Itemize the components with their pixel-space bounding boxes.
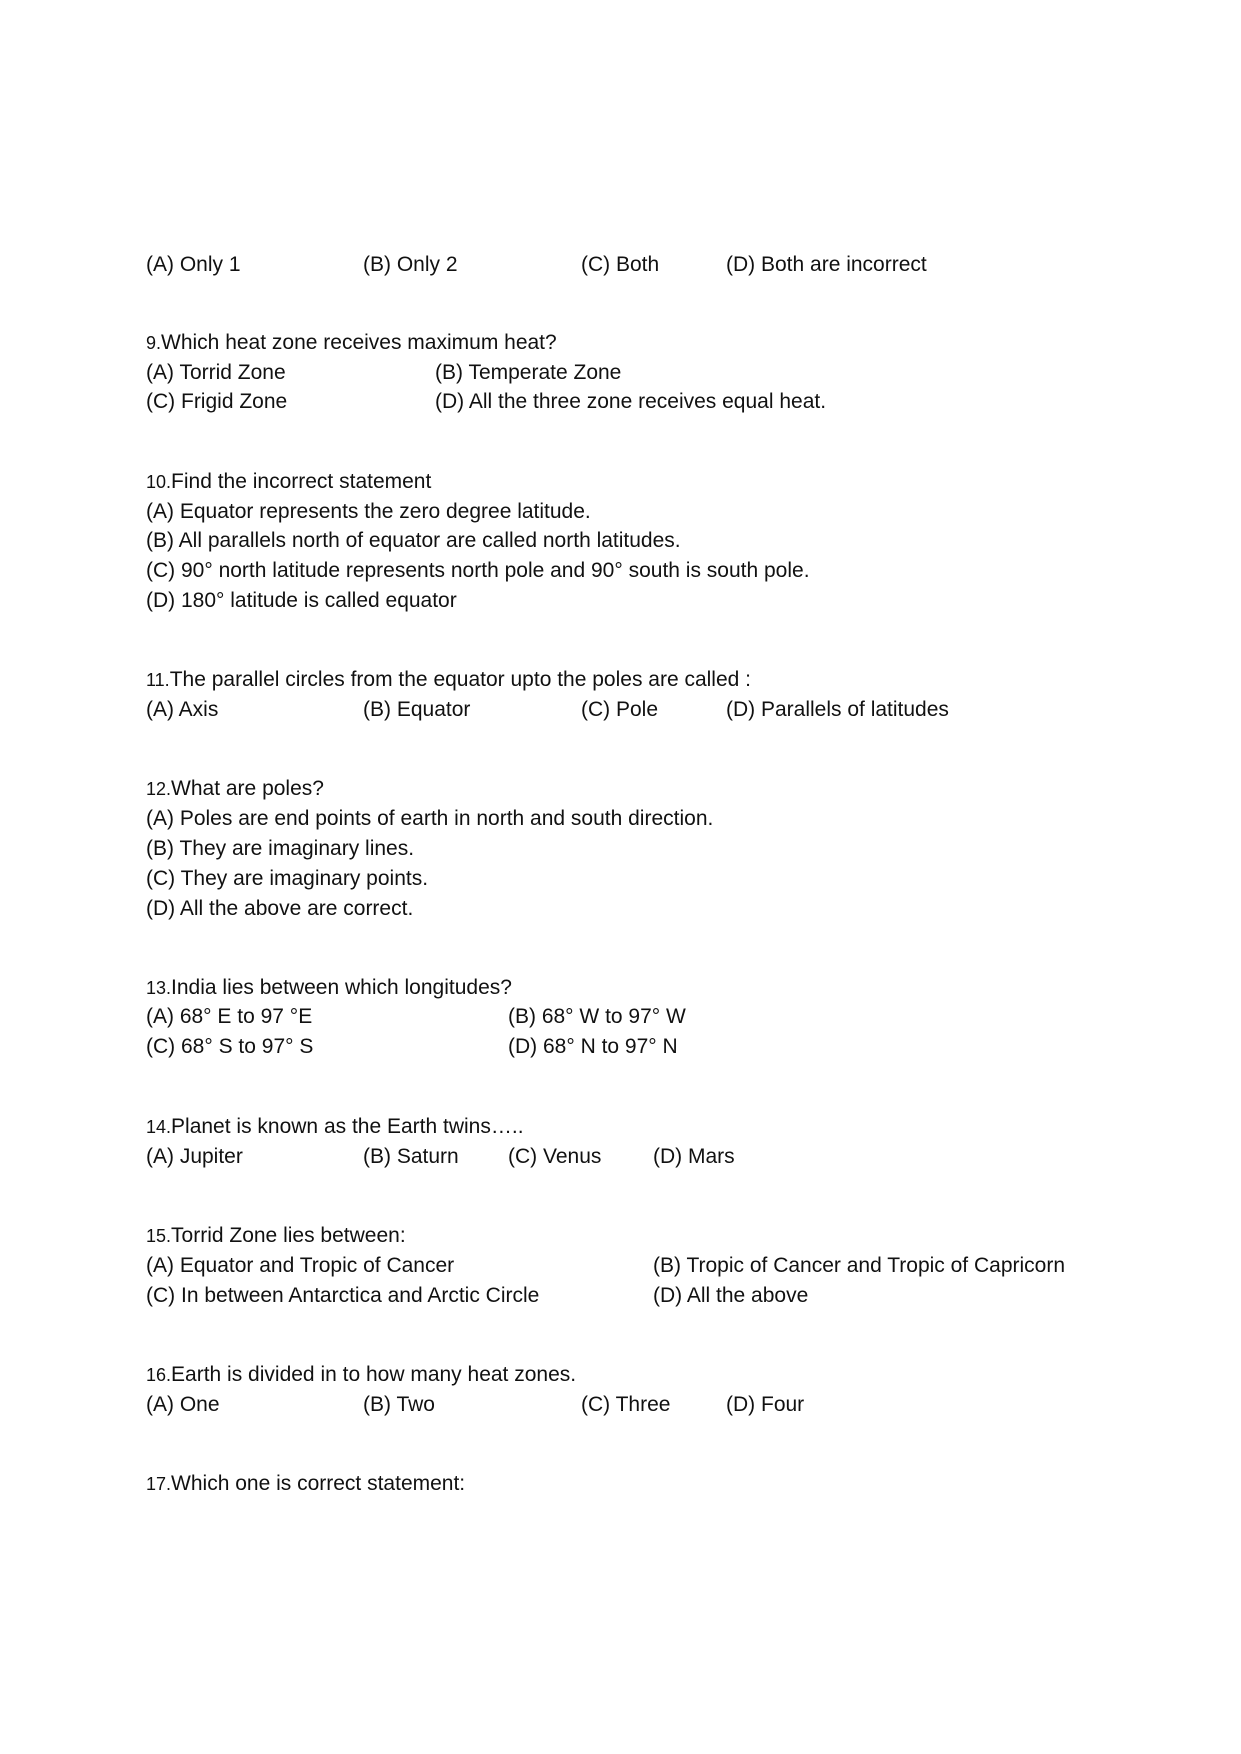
question-number: 9.: [146, 333, 162, 353]
option-d: (D) Four: [726, 1393, 805, 1416]
option-d: (D) 180° latitude is called equator: [146, 589, 457, 612]
question-11: [146, 667, 751, 693]
question-number: 10.: [146, 472, 172, 492]
question-14: [146, 1114, 524, 1140]
option-d: (D) Parallels of latitudes: [726, 698, 949, 721]
option-b: (B) 68° W to 97° W: [508, 1005, 686, 1028]
option-d: (D) All the above: [653, 1284, 809, 1307]
option-b: (B) They are imaginary lines.: [146, 837, 415, 860]
question-text: Which one is correct statement:: [171, 1472, 466, 1495]
option-a: (A) Equator and Tropic of Cancer: [146, 1254, 455, 1277]
question-text: Find the incorrect statement: [171, 470, 432, 493]
option-c: (C) They are imaginary points.: [146, 867, 429, 890]
question-text: Which heat zone receives maximum heat?: [161, 331, 557, 354]
question-text: What are poles?: [171, 777, 324, 800]
question-15: [146, 1223, 406, 1249]
option-a: (A) Jupiter: [146, 1145, 243, 1168]
question-13: [146, 975, 512, 1001]
option-b: (B) Equator: [363, 698, 471, 721]
question-text: Planet is known as the Earth twins…..: [171, 1115, 524, 1138]
option-a: (A) Torrid Zone: [146, 361, 286, 384]
option-b: (B) Saturn: [363, 1145, 459, 1168]
question-text: Torrid Zone lies between:: [171, 1224, 406, 1247]
option-c: (C) Pole: [581, 698, 659, 721]
option-d: (D) Mars: [653, 1145, 735, 1168]
option-c: (C) In between Antarctica and Arctic Circle: [146, 1284, 540, 1307]
question-number: 14.: [146, 1117, 172, 1137]
option-c: (C) 90° north latitude represents north pole and 90° south is south pole.: [146, 559, 810, 582]
option-a: (A) Poles are end points of earth in north and south direction.: [146, 807, 714, 830]
question-text: India lies between which longitudes?: [171, 976, 512, 999]
question-number: 15.: [146, 1226, 172, 1246]
option-c: (C) Three: [581, 1393, 671, 1416]
question-12: [146, 776, 324, 802]
option-c: (C) Frigid Zone: [146, 390, 288, 413]
option-d: (D) Both are incorrect: [726, 253, 927, 276]
question-text: Earth is divided in to how many heat zones.: [171, 1363, 577, 1386]
option-a: (A) Only 1: [146, 253, 241, 276]
question-9: [146, 330, 557, 356]
option-b: (B) Only 2: [363, 253, 458, 276]
question-17: [146, 1471, 465, 1497]
option-a: (A) One: [146, 1393, 220, 1416]
question-text: The parallel circles from the equator upto the poles are called :: [169, 668, 752, 691]
question-number: 17.: [146, 1474, 172, 1494]
question-16: [146, 1362, 576, 1388]
option-d: (D) All the above are correct.: [146, 897, 414, 920]
option-d: (D) 68° N to 97° N: [508, 1035, 678, 1058]
option-a: (A) Axis: [146, 698, 219, 721]
option-c: (C) 68° S to 97° S: [146, 1035, 314, 1058]
question-10: [146, 469, 431, 495]
option-b: (B) Temperate Zone: [435, 361, 622, 384]
option-b: (B) Tropic of Cancer and Tropic of Capricorn: [653, 1254, 1066, 1277]
option-c: (C) Both: [581, 253, 660, 276]
option-d: (D) All the three zone receives equal heat.: [435, 390, 827, 413]
option-b: (B) Two: [363, 1393, 435, 1416]
option-a: (A) 68° E to 97 °E: [146, 1005, 313, 1028]
question-number: 13.: [146, 978, 172, 998]
question-number: 11.: [146, 670, 170, 690]
option-a: (A) Equator represents the zero degree latitude.: [146, 500, 591, 523]
question-number: 12.: [146, 779, 172, 799]
question-number: 16.: [146, 1365, 172, 1385]
option-b: (B) All parallels north of equator are called north latitudes.: [146, 529, 681, 552]
option-c: (C) Venus: [508, 1145, 602, 1168]
